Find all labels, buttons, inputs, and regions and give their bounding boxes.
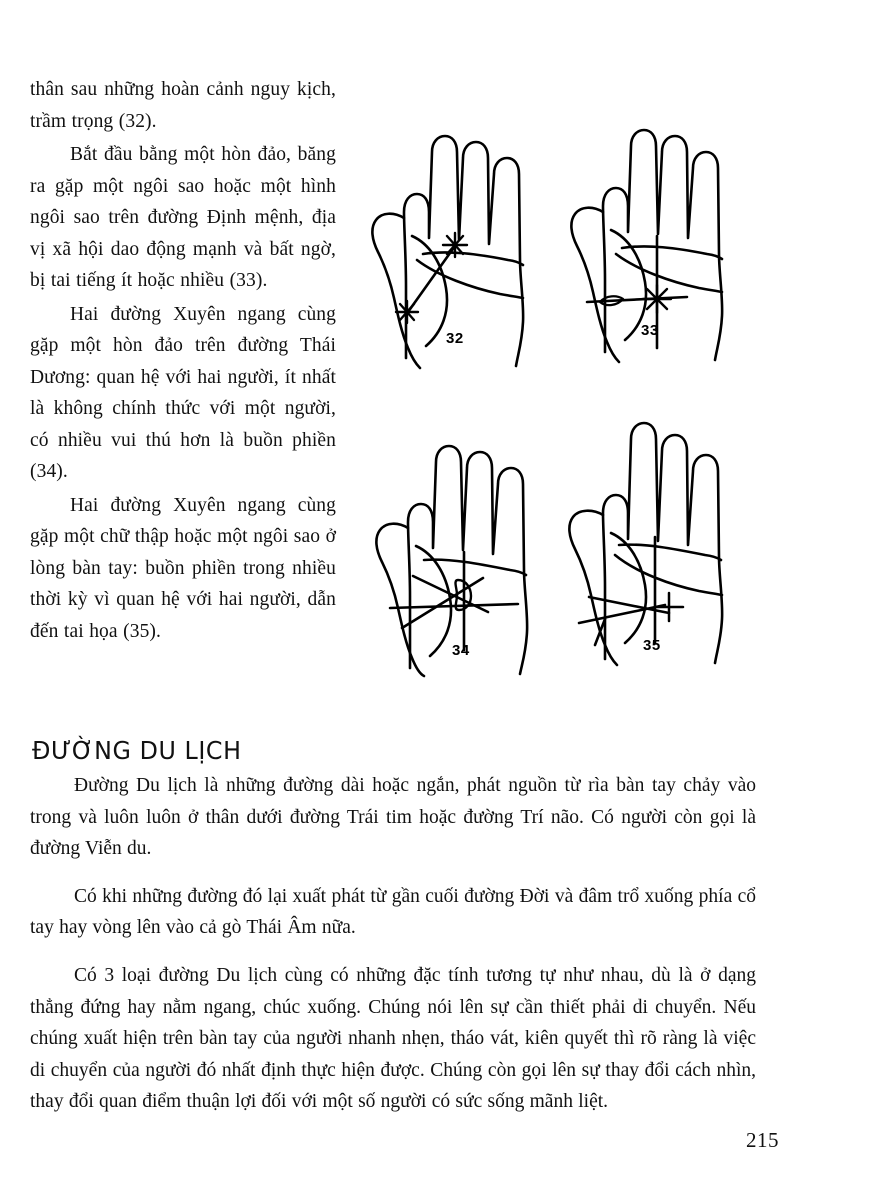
figure-35 <box>565 405 780 675</box>
figure-label-34: 34 <box>452 642 470 659</box>
paragraph: Đường Du lịch là những đường dài hoặc ngắn, phát nguồn từ rìa bàn tay chảy vào trong và luôn luôn ở thân dưới đường Trái tim hoặc đường Trí não. Có người còn gọi là đường Viễn du. <box>30 775 756 860</box>
paragraph: Hai đường Xuyên ngang cùng gặp một chữ thập hoặc một ngôi sao ở lòng bàn tay: buồn phiền trong nhiều thời kỳ vì quan hệ với hai người, dẫn đến tai họa (35). <box>30 494 336 642</box>
paragraph: thân sau những hoàn cảnh nguy kịch, trầm trọng (32). <box>30 79 336 132</box>
star-mark-upper <box>443 233 467 257</box>
paragraph: Có 3 loại đường Du lịch cùng có những đặc tính tương tự như nhau, dù là ở dạng thẳng đứng hay nằm ngang, chúc xuống. Chúng nói lên sự cần thiết phải di chuyển. Nếu chúng xuất hiện trên bàn tay của người nhanh nhẹn, tháo vát, kiên quyết thì rõ ràng là việc di chuyển của người đó nhất định thực hiện được. Chúng còn gọi lên sự thay đổi cách nhìn, thay đổi quan điểm thuận lợi đối với một số người có sức sống mãnh liệt. <box>30 964 756 1113</box>
figure-label-35: 35 <box>643 637 661 654</box>
body-text-column <box>30 770 756 1118</box>
paragraph: Hai đường Xuyên ngang cùng gặp một hòn đảo trên đường Thái Dương: quan hệ với hai người, ít nhất là không chính thức với một người, có nhiều vui thú hơn là buồn phiền (34). <box>30 303 336 482</box>
figure-34 <box>368 412 583 682</box>
left-text-column <box>30 74 336 649</box>
star-mark-lower <box>396 301 418 323</box>
figure-label-32: 32 <box>446 330 464 347</box>
figure-group <box>360 100 810 680</box>
section-heading: ĐƯỜNG DU LỊCH <box>32 735 242 765</box>
paragraph: Có khi những đường đó lại xuất phát từ gần cuối đường Đời và đâm trổ xuống phía cổ tay hay vòng lên vào cả gò Thái Âm nữa. <box>30 885 756 939</box>
figure-label-33: 33 <box>641 322 659 339</box>
page-number: 215 <box>746 1128 779 1152</box>
paragraph: Bắt đầu bằng một hòn đảo, băng ra gặp một ngôi sao hoặc một hình ngôi sao trên đường Định mệnh, địa vị xã hội dao động mạnh và bất ngờ, bị tai tiếng ít hoặc nhiều (33). <box>30 144 336 291</box>
star-mark <box>643 285 671 313</box>
figure-33 <box>565 100 780 370</box>
figure-32 <box>368 108 583 378</box>
cross-mark <box>657 593 683 621</box>
